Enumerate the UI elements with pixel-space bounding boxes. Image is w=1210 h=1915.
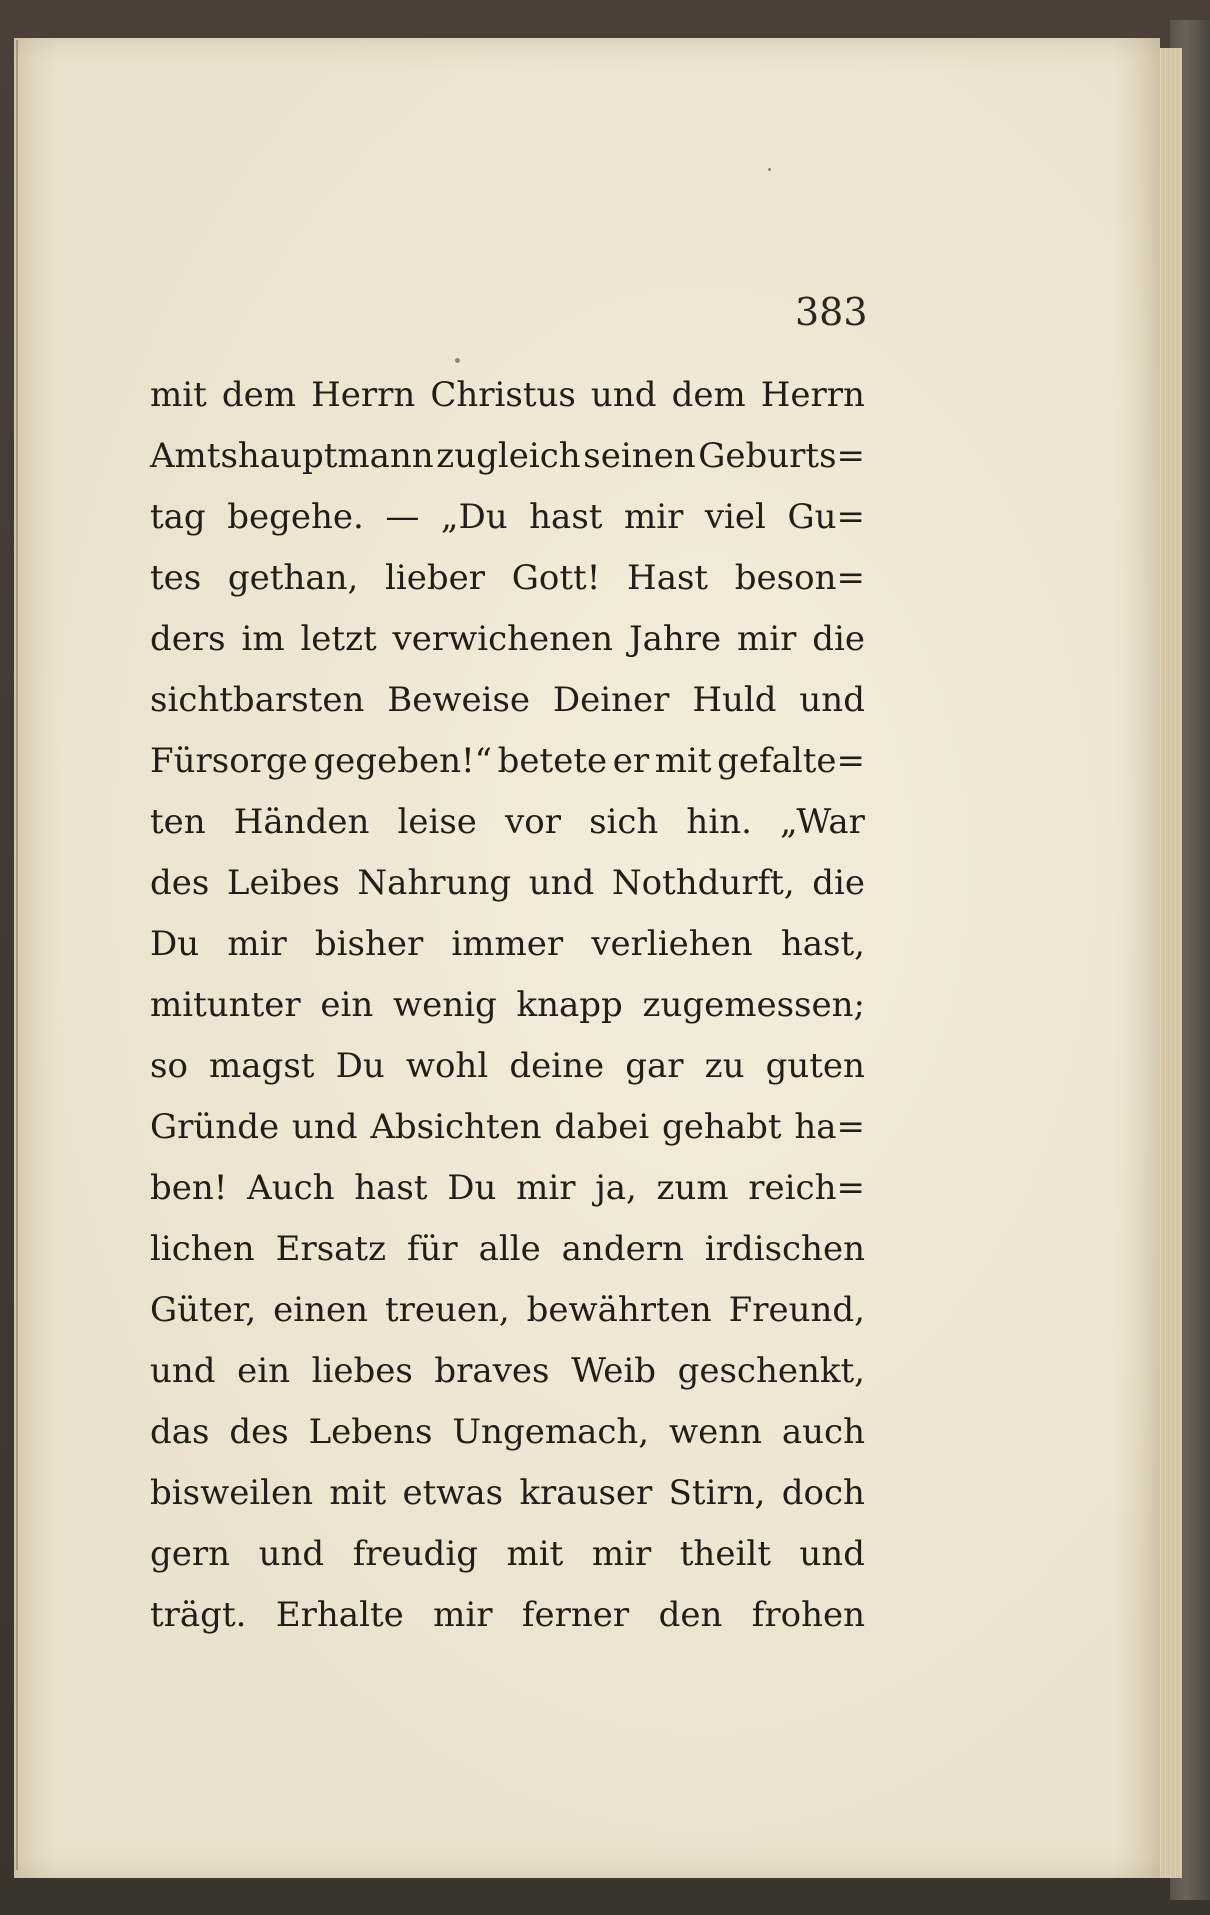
body-text <box>150 365 865 1646</box>
ink-speck <box>455 358 460 363</box>
text-line: gern und freudig mit mir theilt und <box>150 1534 865 1574</box>
text-line: Güter, einen treuen, bewährten Freund, <box>150 1290 865 1330</box>
text-line: Gründe und Absichten dabei gehabt ha= <box>150 1107 865 1147</box>
ink-speck <box>768 168 771 171</box>
text-line: Amtshauptmann zugleich seinen Geburts= <box>150 436 865 476</box>
text-line: Du mir bisher immer verliehen hast, <box>150 924 865 964</box>
text-line: des Leibes Nahrung und Nothdurft, die <box>150 863 865 903</box>
text-line: tes gethan, lieber Gott! Hast beson= <box>150 558 865 598</box>
text-line: bisweilen mit etwas krauser Stirn, doch <box>150 1473 865 1513</box>
text-line: mitunter ein wenig knapp zugemessen; <box>150 985 865 1025</box>
text-line: das des Lebens Ungemach, wenn auch <box>150 1412 865 1452</box>
text-line: und ein liebes braves Weib geschenkt, <box>150 1351 865 1391</box>
text-line: so magst Du wohl deine gar zu guten <box>150 1046 865 1086</box>
text-line: ten Händen leise vor sich hin. „War <box>150 802 865 842</box>
text-line: lichen Ersatz für alle andern irdischen <box>150 1229 865 1269</box>
text-line: mit dem Herrn Christus und dem Herrn <box>150 375 865 415</box>
text-line: Fürsorge gegeben!“ betete er mit gefalte= <box>150 741 865 781</box>
page-number: 383 <box>795 290 868 334</box>
text-line: trägt. Erhalte mir ferner den frohen <box>150 1595 865 1635</box>
text-line: sichtbarsten Beweise Deiner Huld und <box>150 680 865 720</box>
binding-gutter <box>16 40 18 1870</box>
text-line: tag begehe. — „Du hast mir viel Gu= <box>150 497 865 537</box>
text-line: ders im letzt verwichenen Jahre mir die <box>150 619 865 659</box>
text-line: ben! Auch hast Du mir ja, zum reich= <box>150 1168 865 1208</box>
